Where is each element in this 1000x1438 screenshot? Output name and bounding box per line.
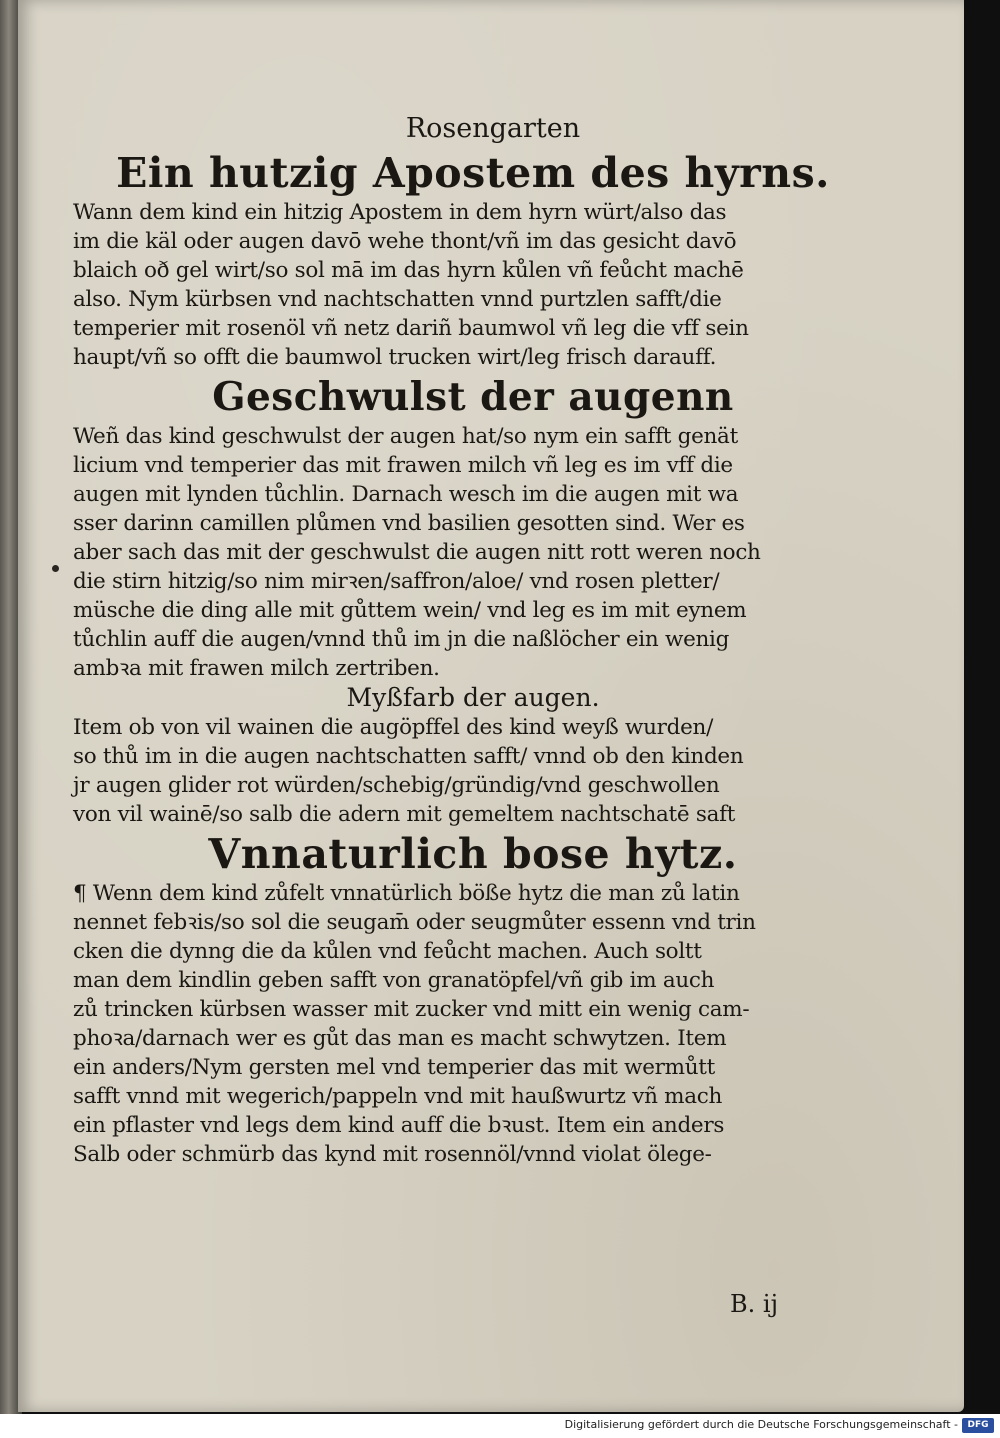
text-line: tůchlin auff die augen/vnnd thů im jn die naßlöcher ein wenig (73, 627, 730, 652)
text-line: Wann dem kind ein hitzig Apostem in dem hyrn würt/also das (73, 200, 727, 225)
section-apostem (73, 148, 873, 372)
text-line: blaich oð gel wirt/so sol mā im das hyrn kůlen vñ feůcht machē (73, 258, 744, 283)
text-line: im die käl oder augen davō wehe thont/vñ im das gesicht davō (73, 229, 737, 254)
section-subheading: Myßfarb der augen. (346, 683, 600, 712)
section-heading: Geschwulst der augenn (212, 374, 734, 420)
margin-mark (52, 565, 59, 572)
text-line: Item ob von vil wainen die augöpffel des kind weyß wurden/ (73, 715, 714, 740)
text-line: man dem kindlin geben safft von granatöpfel/vñ gib im auch (73, 968, 715, 993)
running-head: Rosengarten (405, 113, 581, 144)
text-line: zů trincken kürbsen wasser mit zucker vnd mitt ein wenig cam- (73, 997, 750, 1022)
digitization-footer (0, 1414, 1000, 1438)
text-line: temperier mit rosenöl vñ netz dariñ baumwol vñ leg die vff sein (73, 316, 749, 341)
text-line: so thů im in die augen nachtschatten safft/ vnnd ob den kinden (73, 744, 744, 769)
text-line: jr augen glider rot würden/schebig/gründig/vnd geschwollen (73, 773, 720, 798)
text-line: ein anders/Nym gersten mel vnd temperier das mit wermůtt (73, 1055, 715, 1080)
text-line: haupt/vñ so offt die baumwol trucken wirt/leg frisch darauff. (73, 345, 717, 370)
text-line: ¶ Wenn dem kind zůfelt vnnatürlich böße hytz die man zů latin (73, 881, 740, 906)
text-line: ambꝛa mit frawen milch zertriben. (73, 656, 440, 681)
signature-mark: B. ij (730, 1290, 779, 1318)
text-line: sser darinn camillen plůmen vnd basilien gesotten sind. Wer es (73, 511, 745, 536)
text-line: augen mit lynden tůchlin. Darnach wesch im die augen mit wa (73, 482, 739, 507)
section-heading: Vnnaturlich bose hytz. (208, 830, 738, 878)
section-hytz (73, 829, 873, 1169)
text-line: also. Nym kürbsen vnd nachtschatten vnnd purtzlen safft/die (73, 287, 722, 312)
text-line: phoꝛa/darnach wer es gůt das man es macht schwytzen. Item (73, 1026, 727, 1051)
section-heading: Ein hutzig Apostem des hyrns. (116, 149, 830, 197)
text-line: aber sach das mit der geschwulst die augen nitt rott weren noch (73, 540, 761, 565)
text-line: cken die dynng die da kůlen vnd feůcht machen. Auch soltt (73, 939, 702, 964)
text-line: safft vnnd mit wegerich/pappeln vnd mit haußwurtz vñ mach (73, 1084, 723, 1109)
text-line: die stirn hitzig/so nim mirꝛen/saffron/aloe/ vnd rosen pletter/ (73, 569, 720, 594)
dfg-logo-icon[interactable]: DFG (962, 1418, 994, 1433)
text-line: Salb oder schmürb das kynd mit rosennöl/vnnd violat ölege- (73, 1142, 712, 1167)
text-line: müsche die ding alle mit gůttem wein/ vnd leg es im mit eynem (73, 598, 747, 623)
page-text (73, 112, 873, 1169)
section-myssfarb (73, 683, 873, 829)
book-page (18, 0, 964, 1412)
text-line: von vil wainē/so salb die adern mit gemeltem nachtschatē saft (73, 802, 736, 827)
footer-credit: Digitalisierung gefördert durch die Deutsche Forschungsgemeinschaft - (564, 1418, 958, 1431)
section-geschwulst (73, 372, 873, 683)
text-line: nennet febꝛis/so sol die seugam̄ oder seugmůter essenn vnd trin (73, 910, 756, 935)
text-line: ein pflaster vnd legs dem kind auff die bꝛust. Item ein anders (73, 1113, 725, 1138)
text-line: Weñ das kind geschwulst der augen hat/so nym ein safft genät (73, 424, 738, 449)
text-line: licium vnd temperier das mit frawen milch vñ leg es im vff die (73, 453, 733, 478)
